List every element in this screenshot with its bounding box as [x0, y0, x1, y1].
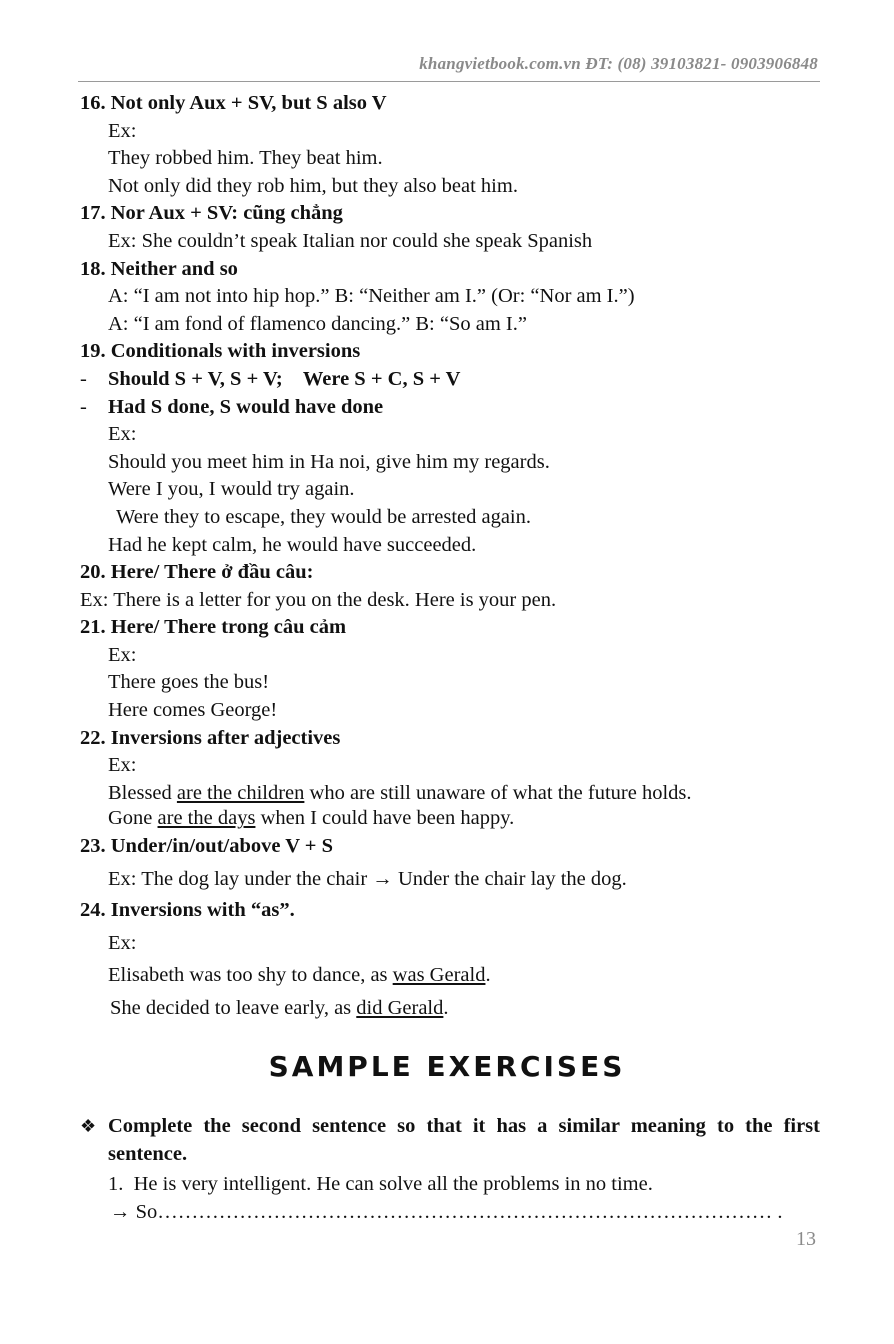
section-22-line-1-b: who are still unaware of what the future holds.	[304, 781, 692, 804]
section-19-title: 19. Conditionals with inversions	[80, 340, 361, 363]
section-24-line-1-underlined: was Gerald	[392, 964, 486, 987]
dash-1: -	[80, 367, 87, 390]
section-24-ex: Ex:	[108, 931, 137, 954]
section-19-line-3: Were they to escape, they would be arrested again.	[116, 505, 532, 528]
section-19-line-1: Should you meet him in Ha noi, give him my regards.	[108, 450, 550, 473]
section-24-line-1-a: Elisabeth was too shy to dance, as	[108, 964, 393, 987]
section-22-ex: Ex:	[108, 754, 137, 777]
exercise-item-1: 1. He is very intelligent. He can solve all the problems in no time.	[108, 1173, 653, 1195]
section-18-title: 18. Neither and so	[80, 257, 238, 280]
section-24-line-2-underlined: did Gerald	[356, 997, 444, 1019]
section-21-title: 21. Here/ There trong câu cảm	[80, 616, 347, 639]
exercise-instruction	[80, 1112, 820, 1168]
section-16-title: 16. Not only Aux + SV, but S also V	[80, 92, 387, 114]
section-16-line-1: They robbed him. They beat him.	[108, 147, 383, 170]
grammar-content	[80, 90, 820, 1023]
section-24-line-2-b: .	[443, 997, 449, 1019]
section-19-bullet-1-text: Should S + V, S + V; Were S + C, S + V	[108, 367, 461, 390]
section-21-line-2: Here comes George!	[108, 699, 278, 722]
section-22-line-1-underlined: are the children	[176, 781, 305, 804]
section-23-line-1: Ex: The dog lay under the chair → Under the chair lay the dog.	[108, 867, 627, 890]
section-19-line-4: Had he kept calm, he would have succeeded.	[108, 533, 477, 556]
section-24-line-2	[80, 995, 820, 1023]
section-24-line-2-a: She decided to leave early, as	[110, 997, 357, 1019]
section-19-line-2: Were I you, I would try again.	[108, 478, 355, 501]
exercise-instruction-text: Complete the second sentence so that it has a similar meaning to the first sentence.	[108, 1115, 820, 1165]
section-22-line-1-a: Blessed	[108, 781, 177, 804]
section-24-title: 24. Inversions with “as”.	[80, 899, 295, 922]
section-19-bullet-2	[80, 394, 820, 422]
exercise-block	[80, 1112, 820, 1226]
section-17-title: 17. Nor Aux + SV: cũng chẳng	[80, 202, 343, 225]
section-16-ex: Ex:	[108, 119, 137, 142]
section-22-line-2-underlined: are the days	[157, 807, 256, 830]
exercise-answer-line-1: → So……………………………………………………………………………… .	[110, 1201, 783, 1223]
section-22-line-1	[80, 780, 820, 808]
section-20-line-1: Ex: There is a letter for you on the desk. Here is your pen.	[80, 588, 557, 611]
section-21-ex: Ex:	[108, 643, 137, 666]
diamond-bullet-icon: ❖	[80, 1116, 97, 1136]
section-22-line-2-a: Gone	[108, 807, 158, 830]
page-number: 13	[796, 1228, 816, 1250]
section-17-line-1: Ex: She couldn’t speak Italian nor could she speak Spanish	[108, 229, 593, 252]
section-19-bullet-2-text: Had S done, S would have done	[108, 395, 384, 418]
section-19-ex: Ex:	[108, 423, 137, 446]
section-22-title: 22. Inversions after adjectives	[80, 726, 341, 749]
section-22-line-2	[80, 805, 820, 833]
sample-exercises-title: SAMPLE EXERCISES	[268, 1050, 626, 1083]
section-21-line-1: There goes the bus!	[108, 671, 270, 694]
section-24-line-1	[80, 962, 820, 990]
section-23-title: 23. Under/in/out/above V + S	[80, 835, 333, 858]
section-24-line-1-b: .	[485, 964, 491, 987]
page-header: khangvietbook.com.vn ĐT: (08) 39103821- 0903906848	[419, 54, 818, 73]
header-divider	[78, 81, 820, 82]
section-18-line-2: A: “I am fond of flamenco dancing.” B: “So am I.”	[108, 312, 527, 335]
dash-2: -	[80, 395, 87, 418]
section-18-line-1: A: “I am not into hip hop.” B: “Neither am I.” (Or: “Nor am I.”)	[108, 285, 635, 308]
section-16-line-2: Not only did they rob him, but they also beat him.	[108, 174, 518, 197]
section-19-bullet-1	[80, 366, 820, 394]
section-22-line-2-b: when I could have been happy.	[255, 807, 515, 830]
section-20-title: 20. Here/ There ở đầu câu:	[80, 561, 314, 584]
